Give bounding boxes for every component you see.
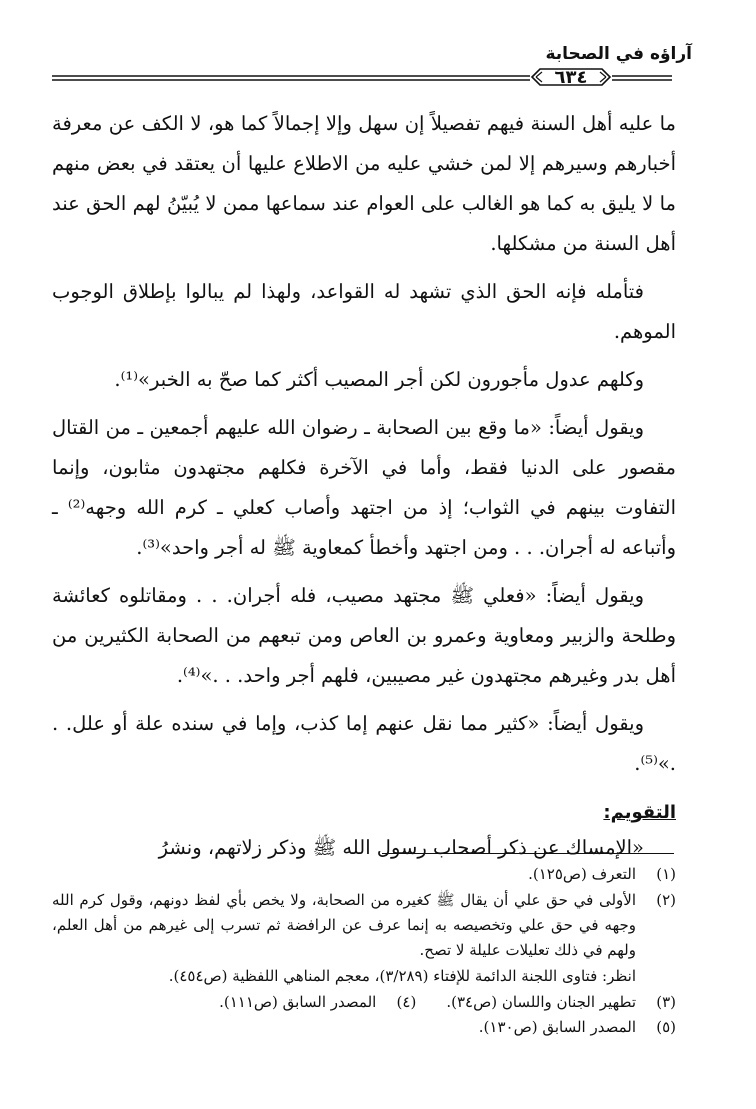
- main-text: [52, 104, 676, 868]
- footnote-4: [219, 990, 416, 1015]
- paragraph: ويقول أيضاً: «فعلي ﷺ مجتهد مصيب، فله أجران. . . ومقاتلوه كعائشة وطلحة والزبير ومعاوية وعمرو بن العاص ومن تبعهم من الصحابة الكثيرين من أهل بدر وغيرهم مجتهدون غير مصيبين، فلهم أجر واحد. . .»⁽⁴⁾.: [52, 584, 676, 687]
- paragraph: فتأمله فإنه الحق الذي تشهد له القواعد، ولهذا لم يبالوا بإطلاق الوجوب الموهم.: [52, 280, 676, 343]
- paragraph: ويقول أيضاً: «ما وقع بين الصحابة ـ رضوان الله عليهم أجمعين ـ من القتال مقصور على الدنيا فقط، وأما في الآخرة فكلهم مجتهدون مثابون، وإنما التفاوت بينهم في الثواب؛ إذ من اجتهد وأصاب كعلي ـ كرم الله وجهه⁽²⁾ ـ وأتباعه له أجران. . . ومن اجتهد وأخطأ كمعاوية ﷺ له أجر واحد»⁽³⁾.: [52, 416, 676, 559]
- footnote-text: تطهير الجنان واللسان (ص٣٤).: [446, 993, 636, 1011]
- footnote-reference: [52, 964, 676, 989]
- footnote-number: (٤): [396, 993, 417, 1011]
- footnote-text: الأولى في حق علي أن يقال ﷺ كغيره من الصحابة، ولا يخص بأي لفظ دونهم، وقول كرم الله وجهه في حق علي وتخصيصه به إنما عرف عن الرافضة ثم تسرب إلى غيرهم من أهل العلم، ولهم في ذلك تعليلات عليلة لا تصح.: [52, 891, 636, 959]
- running-title: آراؤه في الصحابة: [545, 44, 692, 64]
- footnote-reference-text: انظر: فتاوى اللجنة الدائمة للإفتاء (٣/٢٨٩)، معجم المناهي اللفظية (ص٤٥٤).: [168, 967, 636, 985]
- footnotes: [52, 862, 676, 1041]
- paragraph: ويقول أيضاً: «كثير مما نقل عنهم إما كذب، وإما في سنده علة أو علل. . .»⁽⁵⁾.: [52, 712, 676, 775]
- footnote-5: [52, 1015, 676, 1040]
- footnote-rule: [382, 853, 674, 854]
- footnote-text: المصدر السابق (ص١٣٠).: [478, 1018, 636, 1036]
- footnote-2: [52, 888, 676, 963]
- page-number: ٦٣٤: [554, 66, 588, 88]
- footnote-text: التعرف (ص١٢٥).: [528, 865, 636, 883]
- section-heading: التقويم:: [603, 802, 676, 823]
- footnote-row: [52, 990, 676, 1015]
- footnote-number: (٢): [656, 891, 676, 909]
- paragraph: «الإمساك عن ذكر أصحاب رسول الله ﷺ وذكر زلاتهم، ونشرُ: [158, 836, 644, 859]
- footnote-1: [52, 862, 676, 887]
- footnote-number: (١): [656, 865, 676, 883]
- footnote-text: المصدر السابق (ص١١١).: [219, 993, 377, 1011]
- footnote-3: [446, 990, 676, 1015]
- paragraph: وكلهم عدول مأجورون لكن أجر المصيب أكثر كما صحّ به الخبر»⁽¹⁾.: [114, 368, 644, 391]
- footnote-number: (٥): [656, 1018, 676, 1036]
- paragraph: ما عليه أهل السنة فيهم تفصيلاً إن سهل وإلا إجمالاً كما هو، لا الكف عن معرفة أخبارهم وسيرهم إلا لمن خشي عليه من الاطلاع عليها أن يعتقد في بعض منهم ما لا يليق به كما هو الغالب على العوام عند سماعها ممن لا يُبيّنُ لهم الحق عند أهل السنة من مشكلها.: [52, 112, 676, 255]
- footnote-number: (٣): [656, 993, 676, 1011]
- page-number-frame: [530, 64, 612, 90]
